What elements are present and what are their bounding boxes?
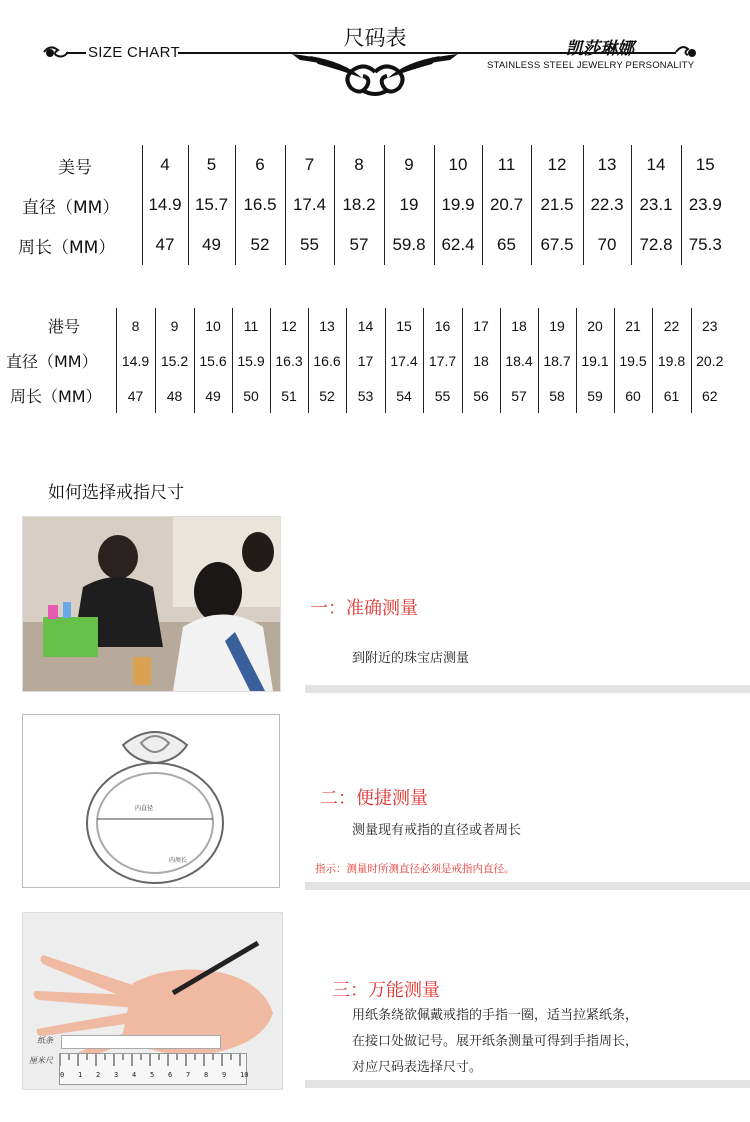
method-2-desc: 测量现有戒指的直径或者周长 xyxy=(352,823,522,838)
table-cell: 18.4 xyxy=(500,343,538,378)
table-cell: 52 xyxy=(308,378,346,413)
table-cell: 15.2 xyxy=(155,343,194,378)
people-measuring-illustration xyxy=(23,517,280,691)
table-cell: 10 xyxy=(194,308,232,343)
table-cell: 14 xyxy=(346,308,385,343)
ruler-number: 8 xyxy=(204,1071,209,1079)
table-cell: 70 xyxy=(583,225,631,265)
size-chart-header xyxy=(0,0,750,110)
table-cell: 18.2 xyxy=(334,185,384,225)
table-cell: 17.4 xyxy=(285,185,334,225)
table-cell: 13 xyxy=(308,308,346,343)
divider-bar xyxy=(305,882,750,890)
table-cell: 19.5 xyxy=(614,343,652,378)
table-cell: 18 xyxy=(462,343,500,378)
table-cell: 67.5 xyxy=(531,225,583,265)
table-cell: 49 xyxy=(194,378,232,413)
hk-size-table xyxy=(6,308,728,413)
table-cell: 16.5 xyxy=(235,185,285,225)
paper-strip xyxy=(61,1035,221,1049)
table-cell: 53 xyxy=(346,378,385,413)
diameter-label: 直径（MM） xyxy=(6,352,98,371)
table-cell: 19 xyxy=(538,308,576,343)
table-cell: 52 xyxy=(235,225,285,265)
table-cell: 51 xyxy=(270,378,308,413)
table-cell: 6 xyxy=(235,145,285,185)
table-cell: 49 xyxy=(188,225,235,265)
ruler-number: 1 xyxy=(78,1071,83,1079)
hand-ruler-photo xyxy=(22,912,283,1090)
table-cell: 75.3 xyxy=(681,225,729,265)
divider-bar xyxy=(305,685,750,693)
ruler-numbers xyxy=(60,1071,249,1079)
circumference-label: 周长（MM） xyxy=(18,237,116,258)
method-3-desc-line-2: 在接口处做记号。展开纸条测量可得到手指周长， xyxy=(352,1034,639,1049)
table-cell: 17 xyxy=(346,343,385,378)
table-cell: 12 xyxy=(531,145,583,185)
table-cell: 23.9 xyxy=(681,185,729,225)
table-cell: 8 xyxy=(116,308,155,343)
diameter-label: 直径（MM） xyxy=(22,197,120,218)
ring-icon xyxy=(23,715,279,887)
table-cell: 16 xyxy=(423,308,462,343)
table-cell: 22 xyxy=(652,308,691,343)
table-cell: 61 xyxy=(652,378,691,413)
table-cell: 5 xyxy=(188,145,235,185)
table-cell: 20.2 xyxy=(691,343,728,378)
table-cell: 19 xyxy=(384,185,434,225)
jewelry-store-photo xyxy=(22,516,281,692)
us-size-table xyxy=(18,145,729,265)
ruler-number: 3 xyxy=(114,1071,119,1079)
table-cell: 11 xyxy=(232,308,270,343)
table-cell: 62 xyxy=(691,378,728,413)
paper-strip-label: 纸条 xyxy=(37,1036,53,1045)
table-cell: 20 xyxy=(576,308,614,343)
table-cell: 65 xyxy=(482,225,531,265)
table-cell: 21 xyxy=(614,308,652,343)
method-2-title: 二：便捷测量 xyxy=(320,788,428,809)
table-cell: 12 xyxy=(270,308,308,343)
brand-name: 凯莎琳娜 xyxy=(566,39,634,59)
table-cell: 14.9 xyxy=(116,343,155,378)
table-cell: 55 xyxy=(285,225,334,265)
table-cell: 15.6 xyxy=(194,343,232,378)
ruler-number: 6 xyxy=(168,1071,173,1079)
table-cell: 16.3 xyxy=(270,343,308,378)
table-cell: 8 xyxy=(334,145,384,185)
us-size-label: 美号 xyxy=(58,157,92,178)
ruler-number: 7 xyxy=(186,1071,191,1079)
method-2-tip: 指示：测量时所测直径必须是戒指内直径。 xyxy=(315,863,515,875)
table-cell: 58 xyxy=(538,378,576,413)
method-3-title: 三：万能测量 xyxy=(332,980,440,1001)
table-cell: 15 xyxy=(385,308,423,343)
ruler-label: 厘米尺 xyxy=(29,1056,53,1065)
table-cell: 21.5 xyxy=(531,185,583,225)
table-cell: 17.7 xyxy=(423,343,462,378)
table-cell: 50 xyxy=(232,378,270,413)
table-cell: 72.8 xyxy=(631,225,681,265)
table-cell: 59 xyxy=(576,378,614,413)
table-cell: 23 xyxy=(691,308,728,343)
table-cell: 9 xyxy=(384,145,434,185)
table-cell: 15.9 xyxy=(232,343,270,378)
table-cell: 57 xyxy=(334,225,384,265)
centimeter-ruler xyxy=(59,1053,247,1085)
inner-circumference-label: 内周长 xyxy=(169,857,188,864)
table-cell: 20.7 xyxy=(482,185,531,225)
page-title: 尺码表 xyxy=(343,26,407,50)
table-cell: 23.1 xyxy=(631,185,681,225)
table-cell: 9 xyxy=(155,308,194,343)
table-cell: 15 xyxy=(681,145,729,185)
ruler-number: 4 xyxy=(132,1071,137,1079)
method-3-desc-line-3: 对应尺码表选择尺寸。 xyxy=(352,1060,483,1075)
table-cell: 54 xyxy=(385,378,423,413)
table-cell: 57 xyxy=(500,378,538,413)
hk-size-label: 港号 xyxy=(48,317,81,336)
table-cell: 17 xyxy=(462,308,500,343)
ruler-ticks xyxy=(60,1054,246,1072)
table-cell: 16.6 xyxy=(308,343,346,378)
ruler-number: 0 xyxy=(60,1071,65,1079)
table-cell: 7 xyxy=(285,145,334,185)
table-cell: 59.8 xyxy=(384,225,434,265)
table-cell: 55 xyxy=(423,378,462,413)
table-cell: 18.7 xyxy=(538,343,576,378)
ruler-number: 9 xyxy=(222,1071,227,1079)
method-1-title: 一：准确测量 xyxy=(310,598,418,619)
ruler-number: 5 xyxy=(150,1071,155,1079)
size-chart-label: SIZE CHART xyxy=(88,44,180,61)
howto-title: 如何选择戒指尺寸 xyxy=(48,483,184,503)
table-cell: 4 xyxy=(142,145,188,185)
method-3-desc-line-1: 用纸条绕欲佩戴戒指的手指一圈，适当拉紧纸条， xyxy=(352,1008,639,1023)
brand-subtitle: STAINLESS STEEL JEWELRY PERSONALITY xyxy=(487,60,695,71)
divider-bar xyxy=(305,1080,750,1088)
table-cell: 47 xyxy=(142,225,188,265)
table-cell: 14 xyxy=(631,145,681,185)
table-cell: 48 xyxy=(155,378,194,413)
table-cell: 19.1 xyxy=(576,343,614,378)
table-cell: 13 xyxy=(583,145,631,185)
table-cell: 14.9 xyxy=(142,185,188,225)
ring-diagram xyxy=(22,714,280,888)
table-cell: 60 xyxy=(614,378,652,413)
table-cell: 10 xyxy=(434,145,482,185)
table-cell: 11 xyxy=(482,145,531,185)
table-cell: 19.8 xyxy=(652,343,691,378)
table-cell: 19.9 xyxy=(434,185,482,225)
method-1-desc: 到附近的珠宝店测量 xyxy=(352,651,470,666)
ruler-number: 10 xyxy=(240,1071,249,1079)
table-cell: 17.4 xyxy=(385,343,423,378)
circumference-label: 周长（MM） xyxy=(10,387,102,406)
table-cell: 15.7 xyxy=(188,185,235,225)
table-cell: 18 xyxy=(500,308,538,343)
table-cell: 22.3 xyxy=(583,185,631,225)
table-cell: 56 xyxy=(462,378,500,413)
inner-diameter-label: 内直径 xyxy=(135,805,154,812)
table-cell: 47 xyxy=(116,378,155,413)
ruler-number: 2 xyxy=(96,1071,101,1079)
table-cell: 62.4 xyxy=(434,225,482,265)
